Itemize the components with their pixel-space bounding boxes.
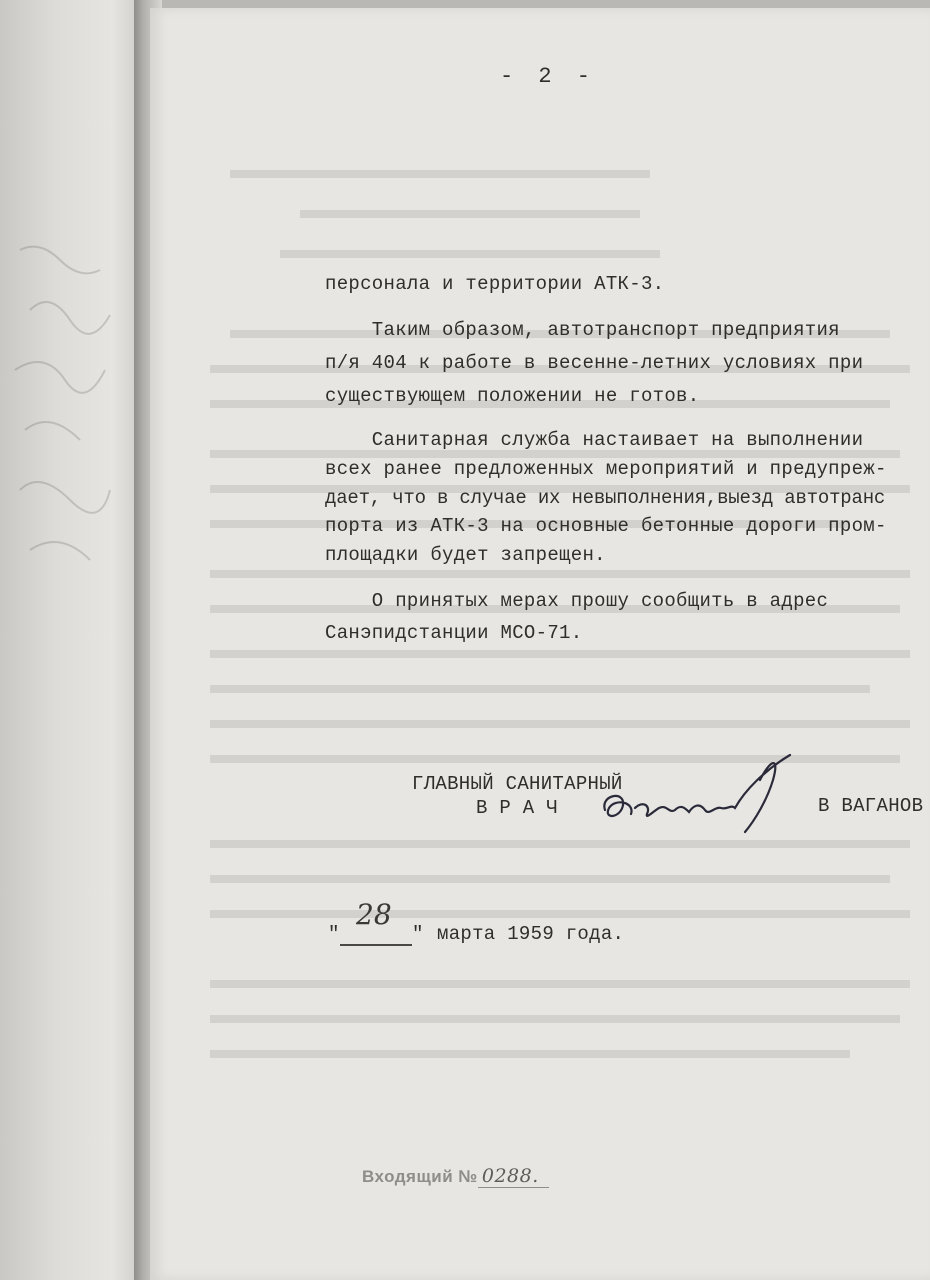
paragraph-3-line-5: площадки будет запрещен. xyxy=(325,544,606,566)
paragraph-4-line-1: О принятых мерах прошу сообщить в адрес xyxy=(325,590,829,612)
date-open-quote: " xyxy=(328,923,340,945)
signature-title-line-1: ГЛАВНЫЙ САНИТАРНЫЙ xyxy=(412,773,623,795)
date-day: 28 xyxy=(356,898,392,931)
incoming-stamp xyxy=(362,1165,549,1187)
date-close-quote: " xyxy=(412,923,424,945)
left-page-edge xyxy=(0,0,140,1280)
paragraph-1-line-1: персонала и территории АТК-3. xyxy=(325,273,665,295)
date-day-underline xyxy=(340,944,412,946)
paragraph-2-line-2: п/я 404 к работе в весенне-летних условиях при xyxy=(325,352,864,374)
paragraph-4-line-2: Санэпидстанции МСО-71. xyxy=(325,622,583,644)
paragraph-3-line-3: дает, что в случае их невыполнения,выезд автотранс xyxy=(325,487,886,509)
paragraph-3-line-1: Санитарная служба настаивает на выполнении xyxy=(325,429,864,451)
paragraph-3-line-4: порта из АТК-3 на основные бетонные дороги пром- xyxy=(325,515,887,537)
paragraph-3-line-2: всех ранее предложенных мероприятий и предупреж- xyxy=(325,458,887,480)
date-rest: марта 1959 года. xyxy=(437,923,625,945)
signature-title-line-2: В Р А Ч xyxy=(476,797,558,819)
faint-handwriting-bleed xyxy=(10,230,120,590)
paragraph-2-line-3: существующем положении не готов. xyxy=(325,385,700,407)
handwritten-signature xyxy=(595,750,805,840)
stamp-label: Входящий № xyxy=(362,1167,478,1186)
stamp-number: 0288. xyxy=(478,1165,549,1188)
paragraph-2-line-1: Таким образом, автотранспорт предприятия xyxy=(325,319,840,341)
signer-name: В ВАГАНОВ xyxy=(818,795,924,817)
page-number: - 2 - xyxy=(500,64,597,89)
